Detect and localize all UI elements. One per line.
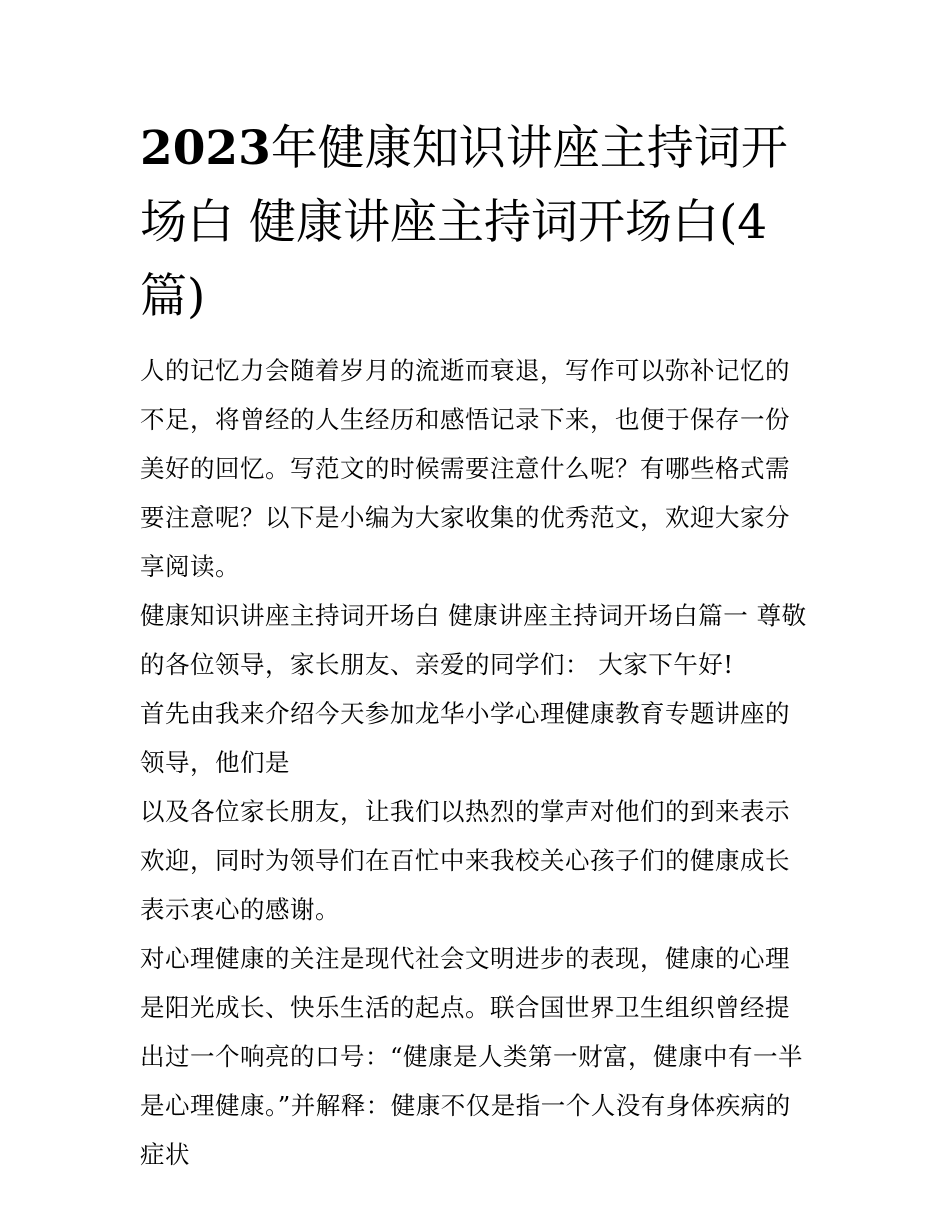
paragraph-intro: 人的记忆力会随着岁月的流逝而衰退，写作可以弥补记忆的不足，将曾经的人生经历和感悟记录下来，也便于保存一份美好的回忆。写范文的时候需要注意什么呢？有哪些格式需要注意呢？以下是小编为大家收集的优秀范文，欢迎大家分享阅读。 — [140, 356, 790, 581]
paragraph-mental-health: 对心理健康的关注是现代社会文明进步的表现，健康的心理是阳光成长、快乐生活的起点。联合国世界卫生组织曾经提出过一个响亮的口号：“健康是人类第一财富，健康中有一半是心理健康。”并解释：健康不仅是指一个人没有身体疾病的症状 — [140, 944, 804, 1169]
paragraph-introduce-leaders: 首先由我来介绍今天参加龙华小学心理健康教育专题讲座的领导，他们是 — [140, 699, 790, 777]
title-text: 年健康知识讲座主持词开场白 健康讲座主持词开场白(4篇) — [140, 121, 788, 324]
paragraph-welcome: 以及各位家长朋友，让我们以热烈的掌声对他们的到来表示欢迎，同时为领导们在百忙中来我校关心孩子们的健康成长表示衷心的感谢。 — [140, 797, 790, 924]
document-title — [140, 112, 812, 334]
paragraph-greeting: 健康知识讲座主持词开场白 健康讲座主持词开场白篇一 尊敬的各位领导，家长朋友、亲爱的同学们： 大家下午好! — [140, 601, 807, 679]
title-year: 2023 — [140, 121, 271, 176]
document-content — [140, 112, 812, 1179]
